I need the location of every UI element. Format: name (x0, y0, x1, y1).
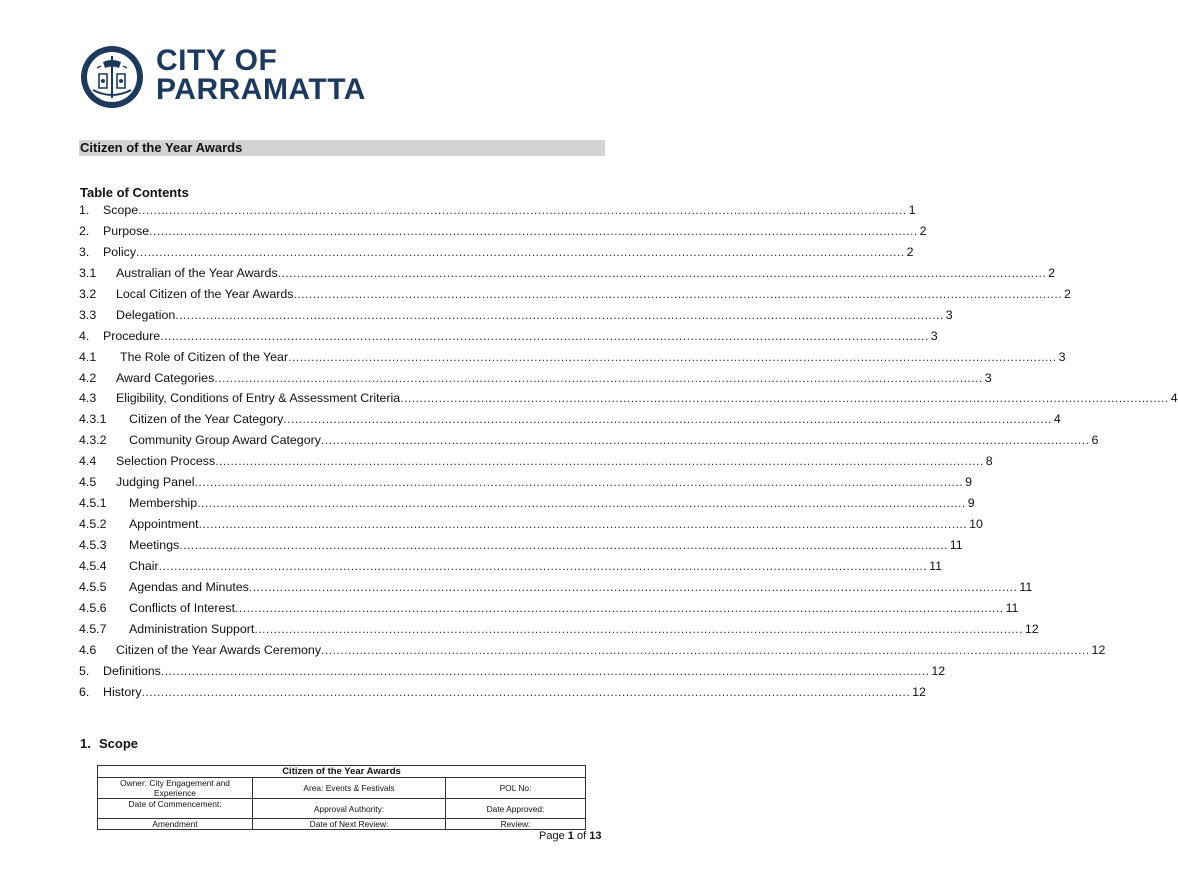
toc-entry-number: 3.3 (79, 307, 97, 322)
toc-entry[interactable] (79, 347, 1066, 368)
toc-entry-title: Chair (129, 556, 159, 577)
toc-entry-number: 3. (79, 244, 90, 259)
toc-entry-title: Eligibility, Conditions of Entry & Assessment Criteria (116, 388, 400, 409)
toc-entry-number: 4.5.5 (79, 579, 107, 594)
toc-entry-number: 4.3.2 (79, 433, 107, 448)
toc-leader-dots: ........................................................................................................................................................................................................ (248, 579, 1018, 594)
date-next-review-cell: Date of Next Review: (253, 819, 446, 830)
approval-authority-cell: Approval Authority: (253, 799, 446, 819)
toc-entry-number: 4.5.7 (79, 621, 107, 636)
document-title-bar (79, 140, 605, 156)
policy-table-header: Citizen of the Year Awards (98, 766, 586, 778)
toc-entry-page: 6 (1091, 433, 1099, 448)
city-seal-icon (79, 44, 145, 110)
page-current: 1 (567, 830, 574, 842)
toc-leader-dots: ........................................................................................................................................................................................................ (197, 496, 966, 511)
toc-entry-page: 4 (1053, 412, 1061, 427)
toc-entry[interactable] (79, 200, 916, 221)
toc-entry-page: 12 (912, 684, 926, 699)
toc-entry-number: 4.5.2 (79, 517, 107, 532)
logo-wordmark (156, 46, 366, 104)
toc-entry-page: 9 (965, 475, 972, 490)
toc-leader-dots: ........................................................................................................................................................................................................ (138, 203, 907, 217)
toc-leader-dots: ........................................................................................................................................................................................................ (158, 558, 928, 573)
toc-leader-dots: ........................................................................................................................................................................................................ (179, 538, 948, 552)
toc-entry-page: 11 (949, 538, 963, 552)
policy-info-table (97, 765, 586, 830)
toc-heading: Table of Contents (80, 185, 189, 200)
toc-entry-page: 1 (908, 203, 916, 217)
toc-entry-number: 2. (79, 223, 90, 238)
owner-cell: Owner: City Engagement and Experience (98, 778, 253, 799)
toc-leader-dots: ........................................................................................................................................................................................................ (254, 621, 1023, 636)
toc-entry-page: 3 (984, 370, 992, 385)
section-heading (80, 736, 138, 751)
toc-entry-title: Judging Panel (116, 472, 195, 493)
toc-leader-dots: ........................................................................................................................................................................................................ (235, 600, 1004, 615)
toc-entry-title: Meetings (129, 535, 179, 556)
toc-leader-dots: ........................................................................................................................................................................................................ (400, 391, 1169, 406)
toc-entry[interactable] (79, 619, 1039, 640)
toc-entry-number: 4.4 (79, 454, 97, 469)
toc-entry[interactable] (79, 598, 1019, 619)
section-number: 1. (80, 736, 91, 751)
toc-entry-page: 3 (1058, 349, 1066, 364)
toc-entry-title: Community Group Award Category (129, 430, 321, 451)
toc-entry-title: The Role of Citizen of the Year (120, 347, 288, 368)
toc-leader-dots: ........................................................................................................................................................................................................ (215, 454, 984, 469)
toc-entry-number: 4.5.1 (79, 496, 107, 511)
toc-entry-title: Conflicts of Interest (129, 598, 235, 619)
toc-entry-number: 4.3 (79, 391, 97, 406)
toc-entry-number: 4.5.4 (79, 558, 107, 573)
area-cell: Area: Events & Festivals (253, 778, 446, 799)
toc-entry-title: Award Categories (116, 368, 214, 389)
toc-leader-dots: ........................................................................................................................................................................................................ (288, 349, 1057, 364)
logo-line-2: PARRAMATTA (156, 73, 366, 106)
page-total: 13 (589, 830, 602, 842)
toc-entry-title: Procedure (103, 326, 160, 347)
toc-entry[interactable] (79, 221, 927, 242)
toc-entry[interactable] (79, 472, 972, 493)
toc-entry-page: 11 (1005, 600, 1019, 615)
toc-entry[interactable] (79, 556, 942, 577)
toc-entry[interactable] (79, 451, 993, 472)
toc-entry-page: 2 (1048, 265, 1056, 280)
toc-entry-number: 3.1 (79, 265, 97, 280)
toc-entry[interactable] (79, 535, 963, 556)
toc-entry-number: 4. (79, 328, 90, 343)
toc-entry-page: 12 (931, 663, 946, 678)
toc-entry-page: 2 (1064, 286, 1071, 301)
toc-entry-title: Selection Process (116, 451, 215, 472)
pol-no-cell: POL No: (446, 778, 586, 799)
toc-leader-dots: ........................................................................................................................................................................................................ (160, 328, 929, 343)
toc-leader-dots: ........................................................................................................................................................................................................ (198, 517, 968, 532)
toc-entry-number: 4.3.1 (79, 412, 107, 427)
logo-line-1: CITY OF (156, 44, 278, 77)
toc-entry-title: Citizen of the Year Category (129, 409, 283, 430)
toc-entry-page: 2 (906, 244, 914, 259)
amendment-cell: Amendment (98, 819, 253, 830)
toc-entry[interactable] (79, 493, 975, 514)
toc-entry-title: Agendas and Minutes (129, 577, 249, 598)
toc-entry-title: Citizen of the Year Awards Ceremony (116, 640, 321, 661)
toc-entry-page: 12 (1024, 621, 1039, 636)
toc-entry-page: 3 (945, 307, 953, 322)
toc-leader-dots: ........................................................................................................................................................................................................ (149, 223, 918, 238)
toc-entry[interactable] (79, 577, 1033, 598)
city-logo (79, 44, 379, 114)
toc-entry-title: Policy (103, 242, 136, 263)
toc-entry[interactable] (79, 305, 953, 326)
toc-entry[interactable] (79, 263, 1056, 284)
date-approved-cell: Date Approved: (446, 799, 586, 819)
toc-entry-title: Local Citizen of the Year Awards (116, 284, 294, 305)
toc-entry[interactable] (79, 368, 992, 389)
toc-entry-page: 12 (1091, 642, 1106, 657)
toc-entry-page: 9 (967, 496, 975, 511)
toc-entry-number: 1. (79, 203, 90, 217)
toc-leader-dots: ........................................................................................................................................................................................................ (136, 244, 905, 259)
toc-entry-title: Membership (129, 493, 197, 514)
toc-leader-dots: ........................................................................................................................................................................................................ (277, 265, 1047, 280)
toc-entry[interactable] (79, 284, 1071, 305)
page-of: of (576, 830, 587, 842)
toc-entry[interactable] (79, 430, 1099, 451)
toc-entry-title: History (103, 682, 142, 703)
toc-entry-title: Appointment (129, 514, 199, 535)
toc-entry-title: Definitions (103, 661, 161, 682)
toc-entry-page: 8 (985, 454, 993, 469)
toc-entry-page: 11 (929, 558, 942, 573)
toc-leader-dots: ........................................................................................................................................................................................................ (141, 684, 911, 699)
toc-leader-dots: ........................................................................................................................................................................................................ (293, 286, 1063, 301)
toc-entry-number: 4.6 (79, 642, 97, 657)
toc-entry[interactable] (79, 640, 1106, 661)
review-cell: Review: (446, 819, 586, 830)
toc-entry-page: 2 (919, 223, 927, 238)
toc-leader-dots: ........................................................................................................................................................................................................ (160, 663, 930, 678)
toc-entry-page: 11 (1019, 579, 1033, 594)
toc-leader-dots: ........................................................................................................................................................................................................ (214, 370, 983, 385)
toc-entry[interactable] (79, 326, 938, 347)
toc-leader-dots: ........................................................................................................................................................................................................ (321, 642, 1090, 657)
toc-entry-number: 4.2 (79, 370, 97, 385)
document-title: Citizen of the Year Awards (80, 140, 243, 155)
toc-entry-title: Administration Support (129, 619, 254, 640)
toc-leader-dots: ........................................................................................................................................................................................................ (194, 475, 964, 490)
toc-entry-page: 4 (1170, 391, 1178, 406)
toc-entry[interactable] (79, 409, 1061, 430)
table-of-contents (79, 200, 1178, 703)
toc-entry[interactable] (79, 388, 1178, 409)
toc-entry-number: 4.1 (79, 349, 97, 364)
toc-entry-number: 5. (79, 663, 90, 678)
toc-entry-title: Delegation (116, 305, 175, 326)
toc-entry-number: 4.5.3 (79, 538, 107, 552)
toc-entry[interactable] (79, 661, 946, 682)
toc-entry[interactable] (79, 682, 926, 703)
page-number (539, 830, 601, 842)
toc-entry-number: 4.5 (79, 475, 97, 490)
toc-entry-title: Purpose (103, 221, 149, 242)
toc-entry-page: 3 (930, 328, 938, 343)
date-commencement-cell: Date of Commencement: (98, 799, 253, 819)
page-prefix: Page (539, 830, 565, 842)
toc-entry-number: 4.5.6 (79, 600, 107, 615)
section-title: Scope (99, 736, 139, 751)
toc-leader-dots: ........................................................................................................................................................................................................ (283, 412, 1052, 427)
toc-entry-page: 10 (969, 517, 983, 532)
toc-entry-title: Scope (103, 200, 138, 221)
toc-entry-number: 3.2 (79, 286, 97, 301)
toc-leader-dots: ........................................................................................................................................................................................................ (320, 433, 1090, 448)
toc-leader-dots: ........................................................................................................................................................................................................ (175, 307, 944, 322)
toc-entry[interactable] (79, 514, 983, 535)
toc-entry-number: 6. (79, 684, 90, 699)
toc-entry-title: Australian of the Year Awards (116, 263, 278, 284)
toc-entry[interactable] (79, 242, 914, 263)
